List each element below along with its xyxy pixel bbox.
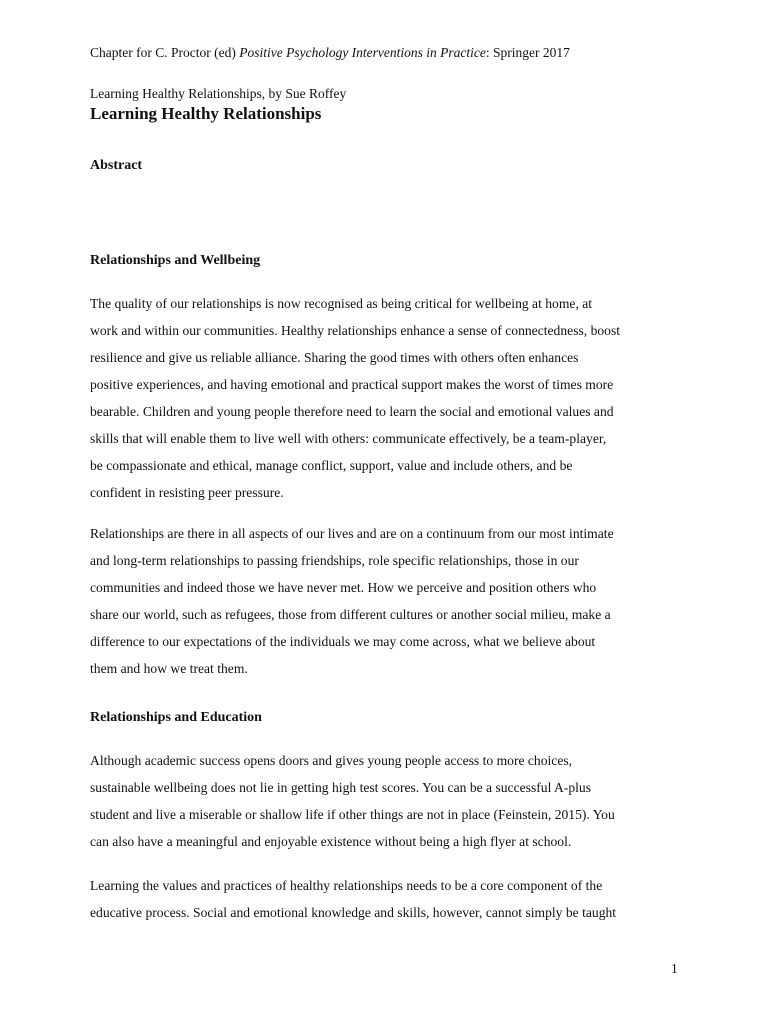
section-heading-education: Relationships and Education <box>90 710 262 725</box>
paragraph-line: skills that will enable them to live well with others: communicate effectively, be a team-player, <box>90 431 607 446</box>
paragraph-line: sustainable wellbeing does not lie in getting high test scores. You can be a successful A-plus <box>90 780 591 795</box>
header-prefix: Chapter for C. Proctor (ed) <box>90 45 240 60</box>
header-suffix: : Springer 2017 <box>485 45 570 60</box>
paragraph-line: educative process. Social and emotional knowledge and skills, however, cannot simply be taught <box>90 905 617 920</box>
document-title: Learning Healthy Relationships <box>90 104 322 123</box>
paragraph-line: work and within our communities. Healthy relationships enhance a sense of connectedness, boost <box>90 323 621 338</box>
paragraph-line: Learning the values and practices of healthy relationships needs to be a core component of the <box>90 878 603 893</box>
paragraph-line: Although academic success opens doors and gives young people access to more choices, <box>90 753 573 768</box>
paragraph-line: confident in resisting peer pressure. <box>90 485 284 500</box>
paragraph-line: Relationships are there in all aspects of our lives and are on a continuum from our most intimate <box>90 526 614 541</box>
paragraph <box>90 872 680 926</box>
paragraph-line: can also have a meaningful and enjoyable existence without being a high flyer at school. <box>90 834 572 849</box>
paragraph-line: bearable. Children and young people therefore need to learn the social and emotional values and <box>90 404 614 419</box>
paragraph-line: be compassionate and ethical, manage conflict, support, value and include others, and be <box>90 458 573 473</box>
paragraph-line: difference to our expectations of the individuals we may come across, what we believe about <box>90 634 596 649</box>
abstract-heading: Abstract <box>90 158 143 173</box>
paragraph-line: communities and indeed those we have never met. How we perceive and position others who <box>90 580 597 595</box>
section-heading-wellbeing: Relationships and Wellbeing <box>90 253 261 268</box>
paragraph-line: resilience and give us reliable alliance. Sharing the good times with others often enhances <box>90 350 579 365</box>
paragraph-line: student and live a miserable or shallow life if other things are not in place (Feinstein, 2015). You <box>90 807 615 822</box>
page-number: 1 <box>671 961 678 976</box>
paragraph-line: positive experiences, and having emotional and practical support makes the worst of times more <box>90 377 614 392</box>
paragraph-line: The quality of our relationships is now recognised as being critical for wellbeing at home, at <box>90 296 593 311</box>
paragraph-line: and long-term relationships to passing friendships, role specific relationships, those in our <box>90 553 579 568</box>
paragraph <box>90 747 680 855</box>
paragraph <box>90 520 680 682</box>
byline: Learning Healthy Relationships, by Sue Roffey <box>90 86 347 101</box>
paragraph-line: them and how we treat them. <box>90 661 248 676</box>
header-book-title: Positive Psychology Interventions in Practice <box>239 45 486 60</box>
running-header <box>90 45 570 61</box>
paragraph <box>90 290 680 506</box>
paragraph-line: share our world, such as refugees, those from different cultures or another social milieu, make a <box>90 607 611 622</box>
